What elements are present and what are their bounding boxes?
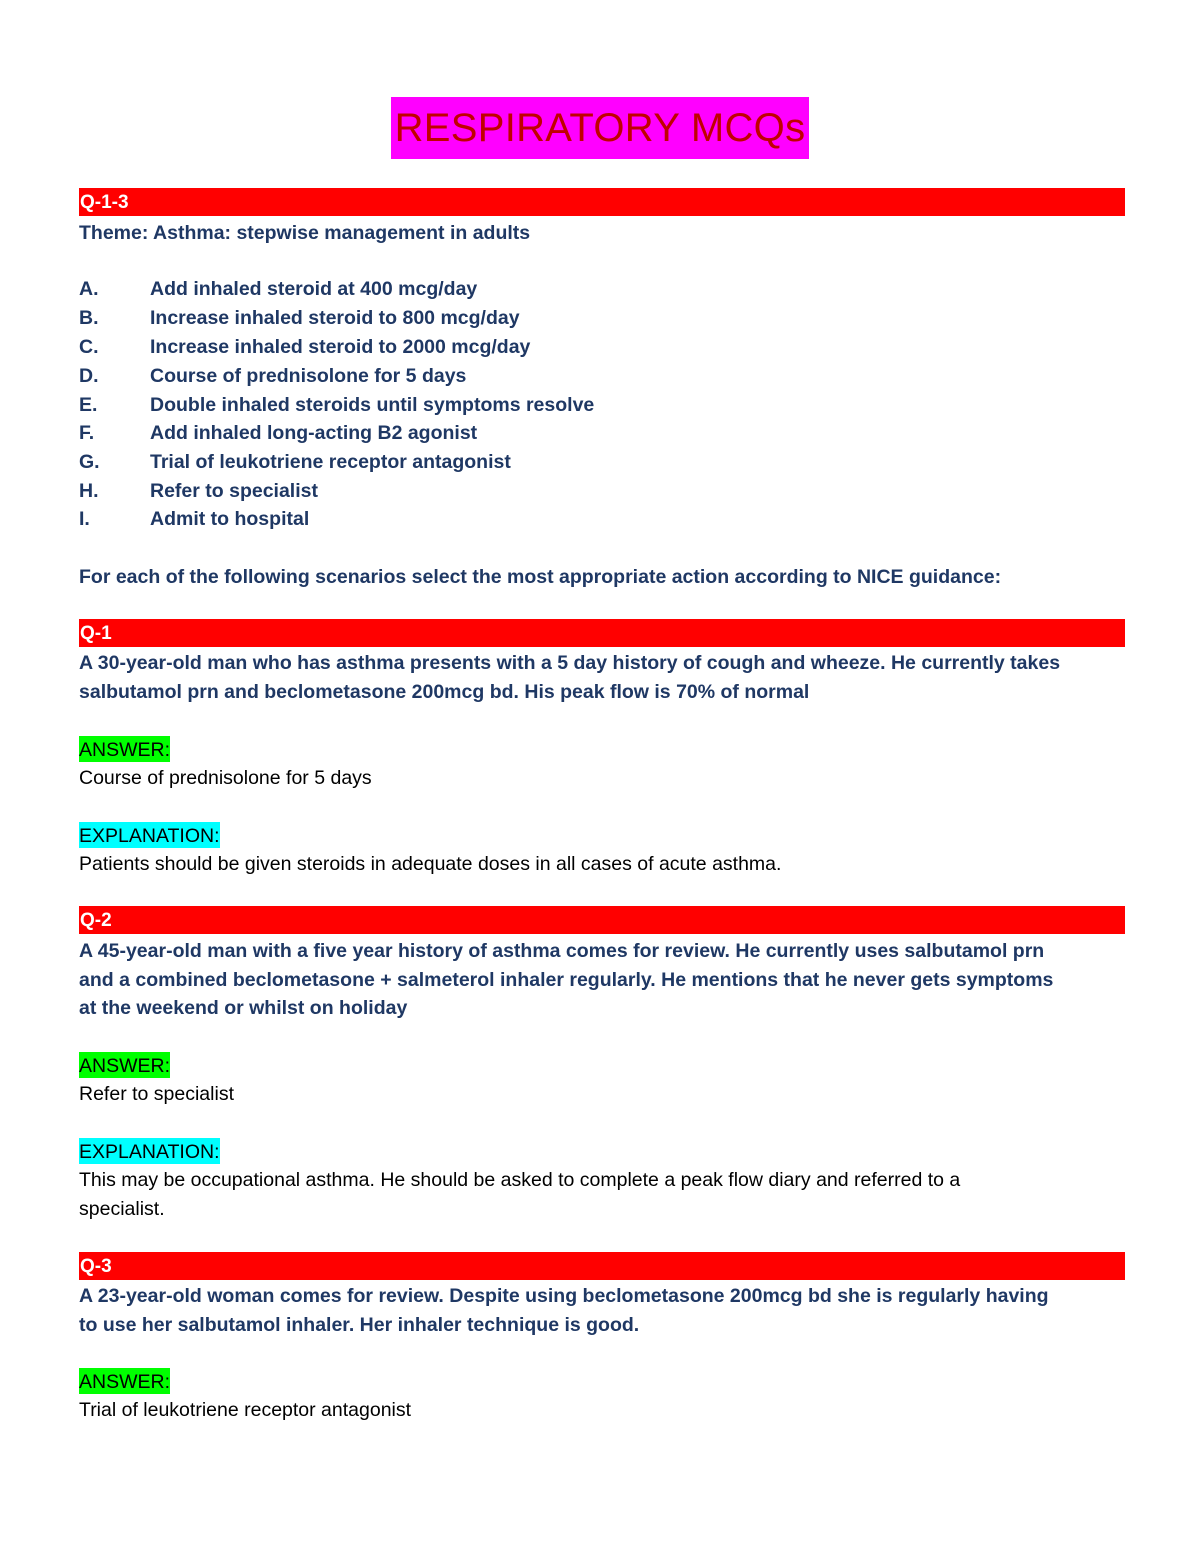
option-text: Increase inhaled steroid to 2000 mcg/day xyxy=(150,336,531,358)
question-group-header xyxy=(79,188,1125,216)
option-text: Add inhaled long-acting B2 agonist xyxy=(150,422,478,444)
option-text: Add inhaled steroid at 400 mcg/day xyxy=(150,278,478,300)
explanation-label: EXPLANATION: xyxy=(79,822,220,848)
question-label: Q-3 xyxy=(80,1256,112,1277)
instruction-line: For each of the following scenarios select the most appropriate action according to NICE guidance: xyxy=(79,566,1002,588)
question-header-3 xyxy=(79,1252,1125,1280)
answer-label: ANSWER: xyxy=(79,1368,170,1394)
option-letter: F. xyxy=(79,422,95,444)
question-stem-line: A 23-year-old woman comes for review. Despite using beclometasone 200mcg bd she is regularly having xyxy=(79,1285,1049,1307)
option-letter: E. xyxy=(79,394,98,416)
option-letter: D. xyxy=(79,365,99,387)
option-letter: B. xyxy=(79,307,99,329)
option-letter: C. xyxy=(79,336,99,358)
question-stem-line: A 30-year-old man who has asthma presents with a 5 day history of cough and wheeze. He currently takes xyxy=(79,652,1061,674)
question-label: Q-2 xyxy=(80,910,112,931)
option-letter: H. xyxy=(79,480,99,502)
option-letter: A. xyxy=(79,278,99,300)
page-title: RESPIRATORY MCQs xyxy=(391,97,810,159)
option-letter: I. xyxy=(79,508,90,530)
theme-line: Theme: Asthma: stepwise management in adults xyxy=(79,222,531,244)
option-text: Increase inhaled steroid to 800 mcg/day xyxy=(150,307,520,329)
question-stem-line: at the weekend or whilst on holiday xyxy=(79,997,408,1019)
explanation-label: EXPLANATION: xyxy=(79,1138,220,1164)
explanation-text: Patients should be given steroids in adequate doses in all cases of acute asthma. xyxy=(79,853,782,875)
option-text: Admit to hospital xyxy=(150,508,310,530)
answer-label: ANSWER: xyxy=(79,736,170,762)
answer-label: ANSWER: xyxy=(79,1052,170,1078)
option-text: Refer to specialist xyxy=(150,480,318,502)
title-block xyxy=(0,97,1200,159)
explanation-text: This may be occupational asthma. He should be asked to complete a peak flow diary and referred to a xyxy=(79,1169,961,1191)
question-stem-line: A 45-year-old man with a five year history of asthma comes for review. He currently uses salbutamol prn xyxy=(79,940,1045,962)
option-letter: G. xyxy=(79,451,100,473)
option-text: Double inhaled steroids until symptoms resolve xyxy=(150,394,595,416)
question-header-1 xyxy=(79,619,1125,647)
question-stem-line: salbutamol prn and beclometasone 200mcg bd. His peak flow is 70% of normal xyxy=(79,681,810,703)
question-header-2 xyxy=(79,906,1125,934)
answer-text: Refer to specialist xyxy=(79,1083,234,1105)
question-stem-line: to use her salbutamol inhaler. Her inhaler technique is good. xyxy=(79,1314,640,1336)
option-text: Course of prednisolone for 5 days xyxy=(150,365,467,387)
question-stem-line: and a combined beclometasone + salmeterol inhaler regularly. He mentions that he never gets symptoms xyxy=(79,969,1054,991)
answer-text: Course of prednisolone for 5 days xyxy=(79,767,372,789)
option-text: Trial of leukotriene receptor antagonist xyxy=(150,451,511,473)
explanation-text: specialist. xyxy=(79,1198,165,1220)
question-label: Q-1 xyxy=(80,623,112,644)
question-group-label: Q-1-3 xyxy=(80,192,129,213)
answer-text: Trial of leukotriene receptor antagonist xyxy=(79,1399,412,1421)
